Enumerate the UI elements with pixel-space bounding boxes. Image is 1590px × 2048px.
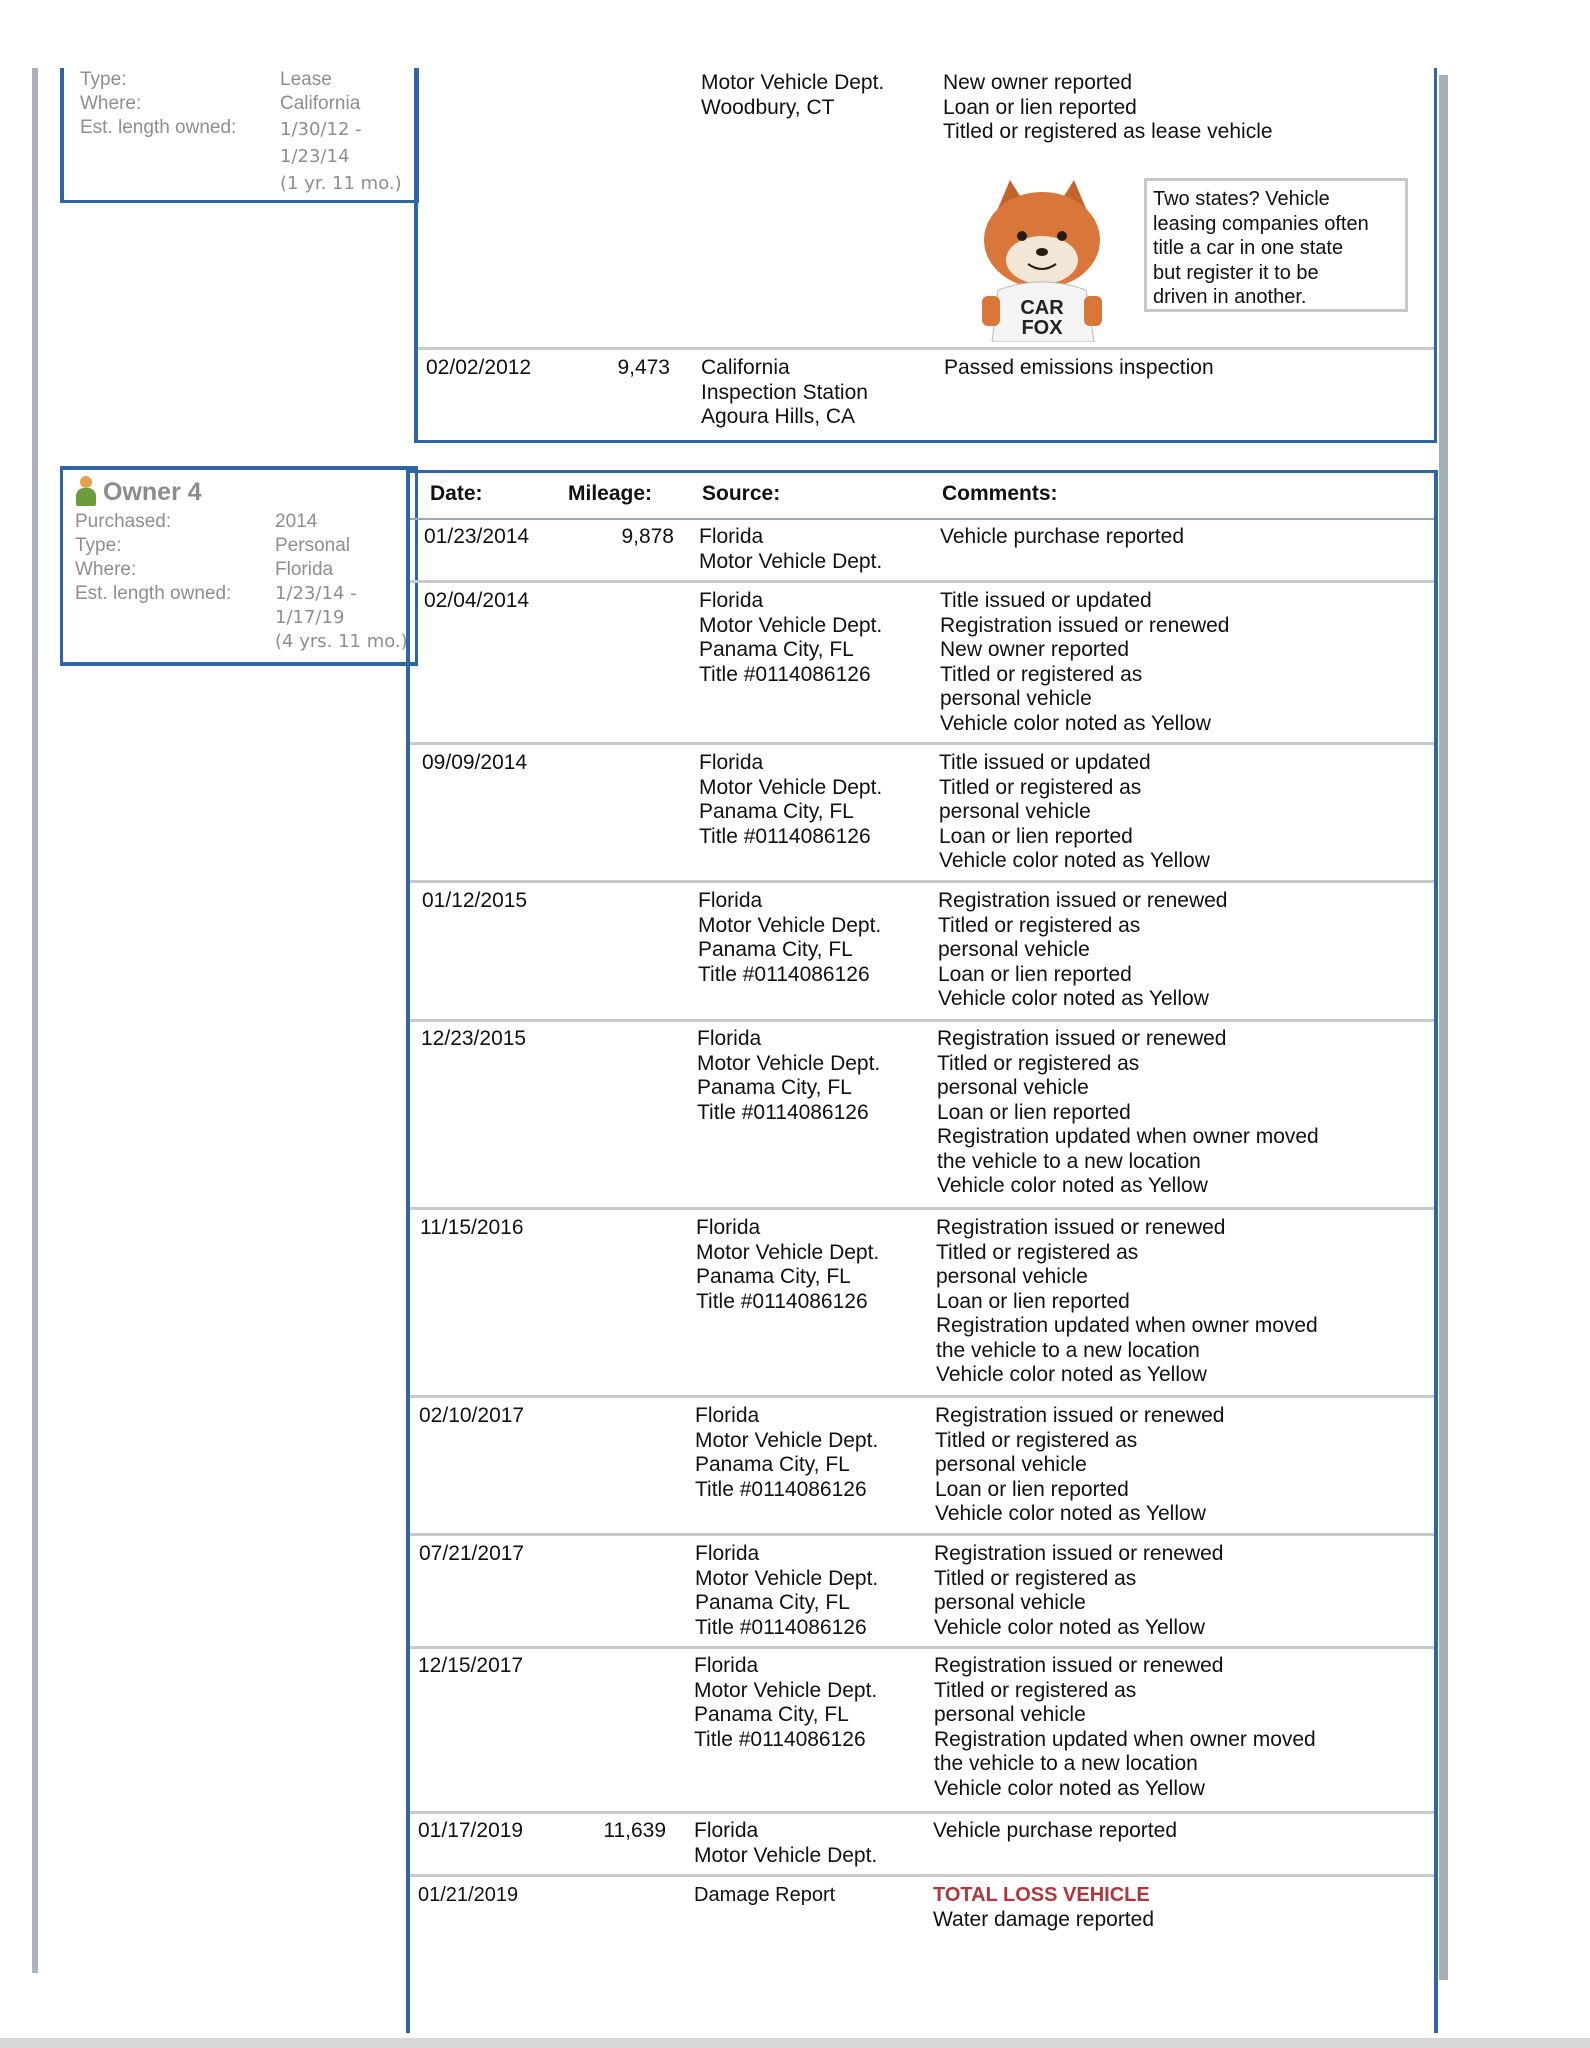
row-divider xyxy=(410,1646,1434,1649)
owner-4-length-row xyxy=(75,582,415,654)
table-row-date: 02/02/2012 xyxy=(426,356,532,379)
owner-4-type-row xyxy=(75,534,415,558)
table-row-comments: Title issued or updated Registration issued or renewed New owner reported Titled or registered as personal vehicle Vehicle color noted as Yellow xyxy=(940,589,1230,735)
owner-4-where-row xyxy=(75,558,415,582)
row-divider xyxy=(410,880,1434,883)
column-header-source: Source: xyxy=(702,482,781,505)
table-row-comments: Registration issued or renewed Titled or registered as personal vehicle Loan or lien reported Registration updated when owner moved the vehicle to a new location Vehicle color noted as Yellow xyxy=(937,1027,1319,1197)
scan-edge-right xyxy=(1439,75,1448,1980)
table-row-comments: Registration issued or renewed Titled or registered as personal vehicle Loan or lien reported Registration updated when owner moved the vehicle to a new location Vehicle color noted as Yellow xyxy=(936,1216,1318,1386)
total-loss-alert: TOTAL LOSS VEHICLE xyxy=(933,1884,1150,1906)
table-row-date: 01/23/2014 xyxy=(424,525,530,548)
table-row-source: Florida Motor Vehicle Dept. xyxy=(694,1819,878,1867)
row-divider xyxy=(410,742,1434,745)
table-row-source: Florida Motor Vehicle Dept. xyxy=(699,525,883,573)
owner-3-details xyxy=(80,68,420,197)
table-row-source: Florida Motor Vehicle Dept. Panama City, FL Title #0114086126 xyxy=(694,1654,878,1751)
column-header-comments: Comments: xyxy=(942,482,1058,505)
owner-4-type-value: Personal xyxy=(275,535,350,556)
owner-3-length-label: Est. length owned: xyxy=(80,117,237,138)
owner-4-where-value: Florida xyxy=(275,559,334,580)
carfox-mascot-image xyxy=(972,178,1112,342)
table-row-date: 01/21/2019 xyxy=(418,1884,519,1906)
table-row-source: Florida Motor Vehicle Dept. Panama City, FL Title #0114086126 xyxy=(695,1404,879,1501)
table-row-comments: Registration issued or renewed Titled or registered as personal vehicle Registration updated when owner moved the vehicle to a new location Vehicle color noted as Yellow xyxy=(934,1654,1316,1800)
table-row-comments: Registration issued or renewed Titled or registered as personal vehicle Loan or lien reported Vehicle color noted as Yellow xyxy=(935,1404,1225,1525)
table-row-mileage: 11,639 xyxy=(603,1819,666,1842)
owner-3-where-label: Where: xyxy=(80,93,142,114)
table-row-source: Motor Vehicle Dept. Woodbury, CT xyxy=(701,71,885,119)
owner-4-length-value: 1/23/14 - 1/17/19 (4 yrs. 11 mo.) xyxy=(275,583,408,652)
owner-person-icon xyxy=(75,476,97,508)
owner-4-title: Owner 4 xyxy=(103,477,202,506)
table-row-source: Florida Motor Vehicle Dept. Panama City, FL Title #0114086126 xyxy=(695,1542,879,1639)
table-row-mileage: 9,878 xyxy=(621,525,674,548)
table-row-date: 11/15/2016 xyxy=(420,1216,524,1239)
table-row-source: Florida Motor Vehicle Dept. Panama City, FL Title #0114086126 xyxy=(698,889,882,986)
column-header-date: Date: xyxy=(430,482,483,505)
owner-3-panel xyxy=(60,68,419,203)
owner-3-type-value: Lease xyxy=(280,69,332,90)
owner-4-details xyxy=(75,510,415,654)
row-divider xyxy=(410,1207,1434,1210)
row-divider xyxy=(410,1874,1434,1877)
table-row-comments: New owner reported Loan or lien reported Titled or registered as lease vehicle xyxy=(943,71,1273,143)
table-row-date: 01/17/2019 xyxy=(418,1819,524,1842)
table-row-date: 12/23/2015 xyxy=(421,1027,527,1050)
row-divider xyxy=(410,1533,1434,1536)
table-row-source: Florida Motor Vehicle Dept. Panama City, FL Title #0114086126 xyxy=(699,589,883,686)
owner-3-type-label: Type: xyxy=(80,69,127,90)
owner-4-length-label: Est. length owned: xyxy=(75,583,232,604)
row-divider xyxy=(410,1019,1434,1022)
table-row-source: Damage Report xyxy=(694,1884,836,1906)
table-row-date: 02/10/2017 xyxy=(419,1404,525,1427)
table-row-date: 02/04/2014 xyxy=(424,589,530,612)
table-row-source: Florida Motor Vehicle Dept. Panama City, FL Title #0114086126 xyxy=(699,751,883,848)
owner-3-type-row xyxy=(80,68,420,92)
table-row-comments: Passed emissions inspection xyxy=(944,356,1214,379)
table-row-source: California Inspection Station Agoura Hills, CA xyxy=(701,356,868,428)
table-row-comments: Vehicle purchase reported xyxy=(940,525,1184,548)
table-row-source: Florida Motor Vehicle Dept. Panama City, FL Title #0114086126 xyxy=(696,1216,880,1313)
scan-edge-left xyxy=(32,68,38,1973)
owner-4-panel xyxy=(60,466,418,666)
table-row-mileage: 9,473 xyxy=(617,356,670,379)
owner-4-where-label: Where: xyxy=(75,559,137,580)
table-row-date: 01/12/2015 xyxy=(422,889,528,912)
table-row-comments: Registration issued or renewed Titled or registered as personal vehicle Loan or lien reported Vehicle color noted as Yellow xyxy=(938,889,1228,1010)
table-row-comments: Water damage reported xyxy=(933,1908,1155,1931)
column-header-mileage: Mileage: xyxy=(568,482,653,505)
owner-3-where-value: California xyxy=(280,93,361,114)
row-divider xyxy=(418,347,1434,350)
table-row-comments: Title issued or updated Titled or registered as personal vehicle Loan or lien reported Vehicle color noted as Yellow xyxy=(939,751,1210,872)
owner-3-length-row xyxy=(80,116,420,197)
owner-4-purchased-row xyxy=(75,510,415,534)
table-row-source: Florida Motor Vehicle Dept. Panama City, FL Title #0114086126 xyxy=(697,1027,881,1124)
owner-4-history-table xyxy=(406,470,1438,2033)
table-row-date: 07/21/2017 xyxy=(419,1542,525,1565)
carfox-tip-box: Two states? Vehicle leasing companies often title a car in one state but register it to be driven in another. xyxy=(1144,178,1408,312)
table-row-date: 09/09/2014 xyxy=(422,751,528,774)
owner-3-length-value: 1/30/12 - 1/23/14 (1 yr. 11 mo.) xyxy=(280,119,402,194)
owner-4-purchased-label: Purchased: xyxy=(75,511,172,532)
row-divider xyxy=(410,1811,1434,1814)
table-row-comments: Vehicle purchase reported xyxy=(933,1819,1177,1842)
carfox-logo-text-2: FOX xyxy=(1021,317,1063,339)
owner-3-where-row xyxy=(80,92,420,116)
row-divider xyxy=(410,1395,1434,1398)
carfox-logo-text: CAR xyxy=(1020,297,1064,319)
owner-4-purchased-value: 2014 xyxy=(275,511,318,532)
table-row-comments: Registration issued or renewed Titled or registered as personal vehicle Vehicle color noted as Yellow xyxy=(934,1542,1224,1639)
row-divider xyxy=(410,580,1434,583)
table-row-date: 12/15/2017 xyxy=(418,1654,524,1677)
header-divider xyxy=(410,518,1434,520)
page-bottom-edge xyxy=(0,2038,1590,2048)
owner-4-type-label: Type: xyxy=(75,535,122,556)
owner-4-header xyxy=(75,476,202,508)
